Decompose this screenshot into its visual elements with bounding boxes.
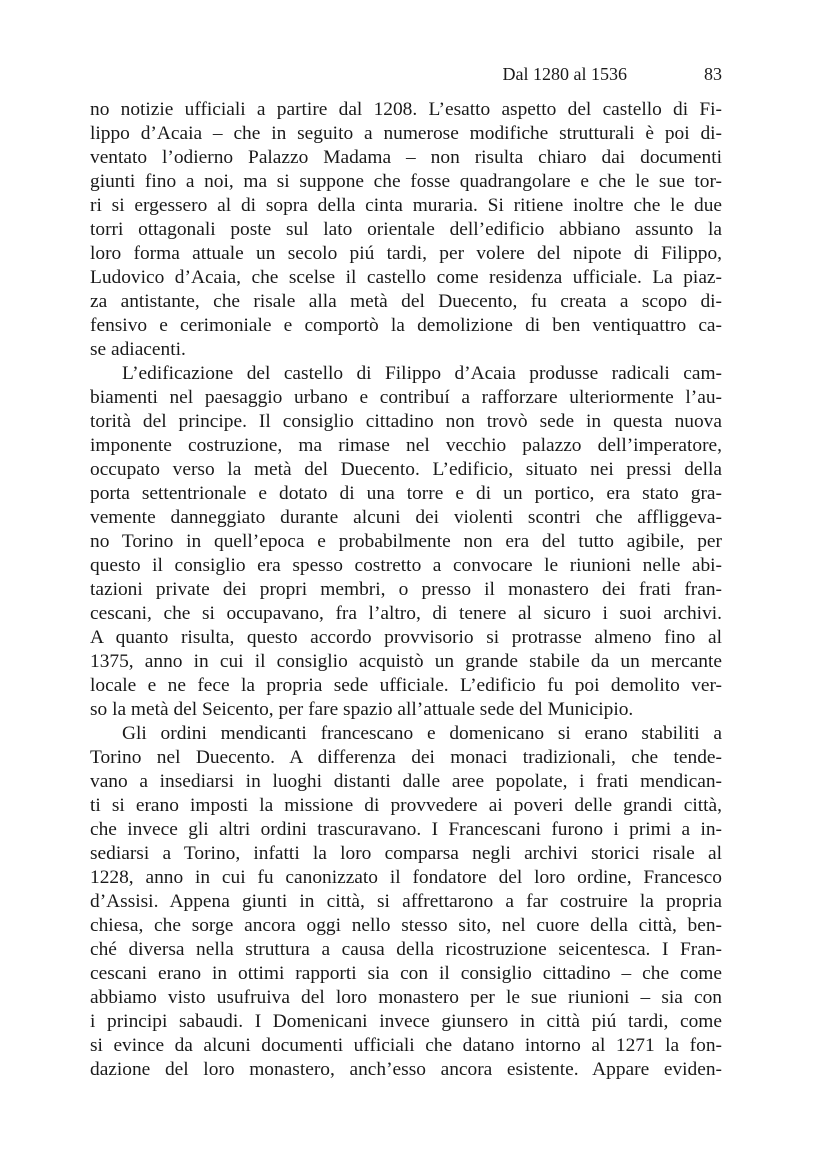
text-line: tazioni private dei propri membri, o presso il monastero dei frati fran- — [90, 579, 722, 600]
text-line: giunti fino a noi, ma si suppone che fosse quadrangolare e che le sue tor- — [90, 171, 722, 192]
text-line: vano a insediarsi in luoghi distanti dalle aree popolate, i frati mendican- — [90, 771, 722, 792]
text-line: vemente danneggiato durante alcuni dei violenti scontri che affliggeva- — [90, 507, 722, 528]
text-line: i principi sabaudi. I Domenicani invece giunsero in città piú tardi, come — [90, 1011, 722, 1032]
text-line: questo il consiglio era spesso costretto a convocare le riunioni nelle abi- — [90, 555, 722, 576]
text-line: Ludovico d’Acaia, che scelse il castello come residenza ufficiale. La piaz- — [90, 267, 722, 288]
text-line: ventato l’odierno Palazzo Madama – non risulta chiaro dai documenti — [90, 147, 722, 168]
text-line: imponente costruzione, ma rimase nel vecchio palazzo dell’imperatore, — [90, 435, 722, 456]
running-title: Dal 1280 al 1536 — [502, 64, 627, 84]
text-line: occupato verso la metà del Duecento. L’edificio, situato nei pressi della — [90, 459, 722, 480]
text-line: za antistante, che risale alla metà del Duecento, fu creata a scopo di- — [90, 291, 722, 312]
text-line: lippo d’Acaia – che in seguito a numerose modifiche strutturali è poi di- — [90, 123, 722, 144]
text-line: abbiamo visto usufruiva del loro monastero per le sue riunioni – sia con — [90, 987, 722, 1008]
text-line: ché diversa nella struttura a causa della ricostruzione seicentesca. I Fran- — [90, 939, 722, 960]
running-head — [90, 64, 722, 88]
text-line: L’edificazione del castello di Filippo d’Acaia produsse radicali cam- — [122, 363, 722, 384]
text-line: cescani, che si occupavano, fra l’altro, di tenere al sicuro i suoi archivi. — [90, 603, 722, 624]
text-line: sediarsi a Torino, infatti la loro comparsa negli archivi storici risale al — [90, 843, 722, 864]
text-line: porta settentrionale e dotato di una torre e di un portico, era stato gra- — [90, 483, 722, 504]
text-line: se adiacenti. — [90, 339, 186, 360]
body-text — [90, 98, 722, 1082]
text-line: d’Assisi. Appena giunti in città, si affrettarono a far costruire la propria — [90, 891, 722, 912]
text-line: no Torino in quell’epoca e probabilmente non era del tutto agibile, per — [90, 531, 722, 552]
text-line: ti si erano imposti la missione di provvedere ai poveri delle grandi città, — [90, 795, 722, 816]
text-line: che invece gli altri ordini trascuravano. I Francescani furono i primi a in- — [90, 819, 722, 840]
text-line: fensivo e cerimoniale e comportò la demolizione di ben ventiquattro ca- — [90, 315, 722, 336]
text-line: locale e ne fece la propria sede ufficiale. L’edificio fu poi demolito ver- — [90, 675, 722, 696]
text-line: chiesa, che sorge ancora oggi nello stesso sito, nel cuore della città, ben- — [90, 915, 722, 936]
text-line: dazione del loro monastero, anch’esso ancora esistente. Appare eviden- — [90, 1059, 722, 1080]
text-line: ri si ergessero al di sopra della cinta muraria. Si ritiene inoltre che le due — [90, 195, 722, 216]
text-line: torri ottagonali poste sul lato orientale dell’edificio abbiano assunto la — [90, 219, 722, 240]
text-line: 1228, anno in cui fu canonizzato il fondatore del loro ordine, Francesco — [90, 867, 722, 888]
text-line: loro forma attuale un secolo piú tardi, per volere del nipote di Filippo, — [90, 243, 722, 264]
text-line: Torino nel Duecento. A differenza dei monaci tradizionali, che tende- — [90, 747, 722, 768]
text-line: si evince da alcuni documenti ufficiali che datano intorno al 1271 la fon- — [90, 1035, 722, 1056]
text-line: so la metà del Seicento, per fare spazio all’attuale sede del Municipio. — [90, 699, 634, 720]
text-line: Gli ordini mendicanti francescano e domenicano si erano stabiliti a — [122, 723, 722, 744]
text-line: biamenti nel paesaggio urbano e contribuí a rafforzare ulteriormente l’au- — [90, 387, 722, 408]
text-line: cescani erano in ottimi rapporti sia con il consiglio cittadino – che come — [90, 963, 722, 984]
text-line: 1375, anno in cui il consiglio acquistò un grande stabile da un mercante — [90, 651, 722, 672]
text-line: torità del principe. Il consiglio cittadino non trovò sede in questa nuova — [90, 411, 722, 432]
text-line: A quanto risulta, questo accordo provvisorio si protrasse almeno fino al — [90, 627, 722, 648]
page-number: 83 — [704, 64, 722, 84]
text-line: no notizie ufficiali a partire dal 1208. L’esatto aspetto del castello di Fi- — [90, 99, 722, 120]
